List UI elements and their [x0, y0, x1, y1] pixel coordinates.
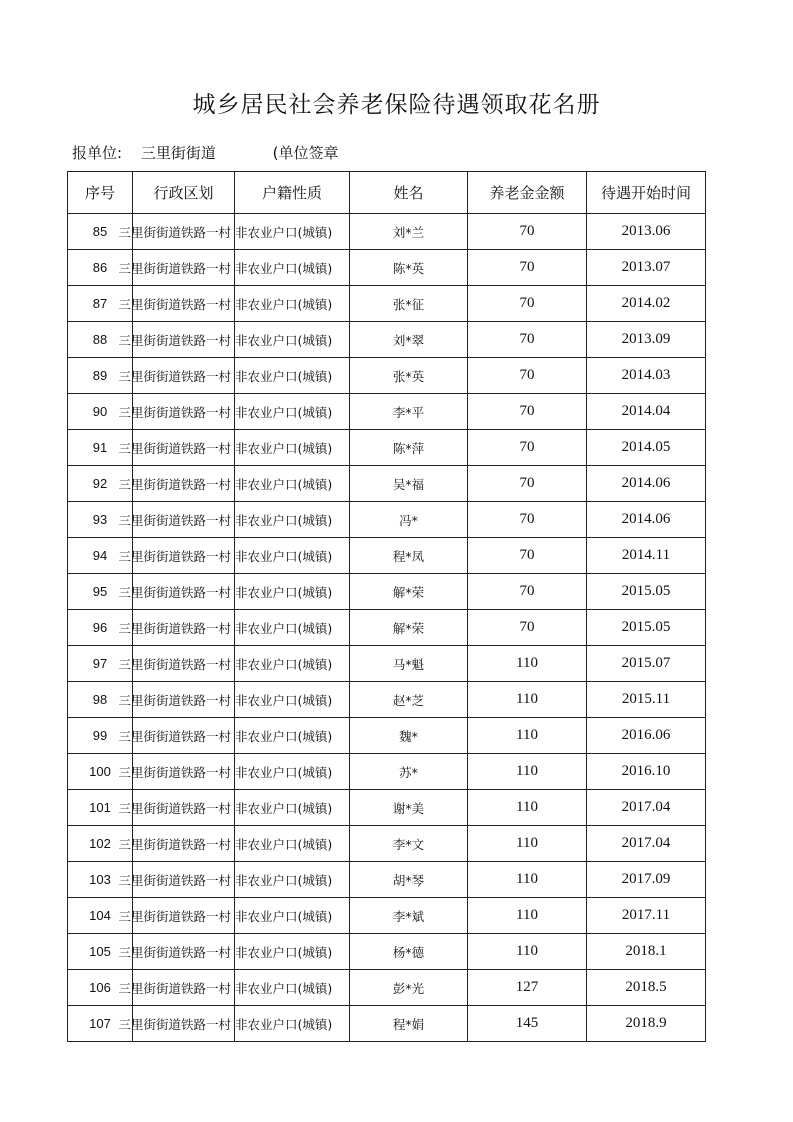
cell-admin-area: [118, 214, 235, 250]
cell-start-date-text: 2017.04: [621, 799, 671, 815]
cell-hukou-type-text: 非农业户口(城镇): [235, 836, 333, 852]
cell-admin-area-text: 三里街街道铁路一村: [118, 512, 231, 528]
cell-hukou-type: [235, 682, 350, 718]
cell-admin-area: [118, 394, 235, 430]
cell-start-date: [587, 574, 706, 610]
cell-pension-amount-text: 70: [519, 223, 535, 239]
cell-admin-area-text: 三里街街道铁路一村: [118, 368, 231, 384]
table-row: [68, 682, 706, 718]
cell-name-text: 解*荣: [392, 620, 425, 636]
cell-name-text: 陈*萍: [392, 440, 425, 456]
cell-hukou-type: [235, 610, 350, 646]
cell-hukou-type: [235, 358, 350, 394]
cell-pension-amount: [468, 538, 587, 574]
cell-hukou-type: [235, 466, 350, 502]
cell-pension-amount: [468, 1006, 587, 1042]
cell-pension-amount-text: 70: [519, 367, 535, 383]
cell-start-date: [587, 286, 706, 322]
cell-start-date-text: 2015.07: [621, 655, 671, 671]
cell-start-date: [587, 754, 706, 790]
cell-admin-area-text: 三里街街道铁路一村: [118, 440, 231, 456]
cell-start-date: [587, 538, 706, 574]
cell-pension-amount-text: 145: [515, 1015, 539, 1031]
cell-pension-amount-text: 110: [516, 655, 538, 671]
cell-name: [350, 934, 468, 970]
cell-start-date-text: 2018.5: [625, 979, 667, 995]
table-row: [68, 610, 706, 646]
cell-admin-area: [118, 502, 235, 538]
cell-pension-amount-text: 70: [519, 403, 535, 419]
cell-pension-amount: [468, 250, 587, 286]
cell-pension-amount: [468, 826, 587, 862]
cell-index-text: 89: [92, 368, 108, 383]
cell-pension-amount: [468, 430, 587, 466]
cell-hukou-type-text: 非农业户口(城镇): [235, 800, 333, 816]
cell-name-text: 彭*光: [392, 980, 425, 996]
cell-name: [350, 250, 468, 286]
cell-admin-area: [118, 718, 235, 754]
cell-name-text: 冯*: [399, 512, 418, 528]
table-header-row: [68, 172, 706, 214]
cell-name: [350, 286, 468, 322]
cell-pension-amount: [468, 646, 587, 682]
cell-admin-area-text: 三里街街道铁路一村: [118, 800, 231, 816]
cell-hukou-type-text: 非农业户口(城镇): [235, 908, 333, 924]
cell-name: [350, 430, 468, 466]
cell-start-date-text: 2014.06: [621, 511, 671, 527]
cell-admin-area: [118, 754, 235, 790]
cell-name: [350, 754, 468, 790]
header-start-date: 待遇开始时间: [587, 172, 706, 214]
cell-start-date-text: 2014.06: [621, 475, 671, 491]
cell-pension-amount-text: 110: [516, 763, 538, 779]
cell-hukou-type-text: 非农业户口(城镇): [235, 620, 333, 636]
cell-admin-area-text: 三里街街道铁路一村: [118, 908, 231, 924]
cell-pension-amount: [468, 286, 587, 322]
cell-pension-amount: [468, 502, 587, 538]
cell-admin-area: [118, 826, 235, 862]
cell-admin-area-text: 三里街街道铁路一村: [118, 260, 231, 276]
cell-name-text: 谢*美: [392, 800, 425, 816]
cell-name: [350, 322, 468, 358]
cell-index-text: 94: [92, 548, 108, 563]
cell-name-text: 李*文: [392, 836, 425, 852]
cell-hukou-type: [235, 502, 350, 538]
cell-start-date: [587, 646, 706, 682]
cell-pension-amount-text: 70: [519, 259, 535, 275]
cell-pension-amount: [468, 970, 587, 1006]
cell-pension-amount: [468, 862, 587, 898]
report-unit-value: 三里街街道: [140, 144, 216, 162]
cell-hukou-type: [235, 430, 350, 466]
cell-start-date-text: 2017.11: [621, 907, 671, 923]
cell-pension-amount: [468, 898, 587, 934]
cell-admin-area-text: 三里街街道铁路一村: [118, 872, 231, 888]
cell-pension-amount: [468, 322, 587, 358]
cell-hukou-type-text: 非农业户口(城镇): [235, 872, 333, 888]
table-row: [68, 754, 706, 790]
cell-name: [350, 718, 468, 754]
cell-start-date: [587, 862, 706, 898]
cell-hukou-type-text: 非农业户口(城镇): [235, 332, 333, 348]
cell-hukou-type: [235, 1006, 350, 1042]
cell-admin-area-text: 三里街街道铁路一村: [118, 476, 231, 492]
cell-admin-area-text: 三里街街道铁路一村: [118, 404, 231, 420]
cell-hukou-type-text: 非农业户口(城镇): [235, 512, 333, 528]
cell-name-text: 陈*英: [392, 260, 425, 276]
cell-admin-area: [118, 286, 235, 322]
cell-pension-amount: [468, 790, 587, 826]
cell-pension-amount-text: 110: [516, 907, 538, 923]
cell-pension-amount: [468, 610, 587, 646]
cell-pension-amount-text: 127: [515, 979, 539, 995]
cell-admin-area: [118, 610, 235, 646]
cell-hukou-type: [235, 250, 350, 286]
cell-start-date-text: 2013.07: [621, 259, 671, 275]
cell-pension-amount-text: 110: [516, 871, 538, 887]
cell-hukou-type-text: 非农业户口(城镇): [235, 692, 333, 708]
cell-hukou-type: [235, 214, 350, 250]
cell-pension-amount-text: 110: [516, 691, 538, 707]
cell-name: [350, 862, 468, 898]
header-hukou-type: 户籍性质: [235, 172, 350, 214]
table-row: [68, 538, 706, 574]
cell-name: [350, 646, 468, 682]
cell-admin-area-text: 三里街街道铁路一村: [118, 548, 231, 564]
cell-pension-amount: [468, 754, 587, 790]
cell-hukou-type-text: 非农业户口(城镇): [235, 656, 333, 672]
table-row: [68, 718, 706, 754]
cell-admin-area-text: 三里街街道铁路一村: [118, 620, 231, 636]
cell-hukou-type: [235, 970, 350, 1006]
cell-start-date: [587, 250, 706, 286]
cell-name-text: 李*平: [392, 404, 425, 420]
cell-start-date-text: 2015.05: [621, 583, 671, 599]
table-row: [68, 502, 706, 538]
cell-admin-area: [118, 322, 235, 358]
table-row: [68, 322, 706, 358]
cell-index-text: 99: [92, 728, 108, 743]
cell-name-text: 杨*德: [392, 944, 425, 960]
cell-admin-area-text: 三里街街道铁路一村: [118, 332, 231, 348]
cell-admin-area-text: 三里街街道铁路一村: [118, 728, 231, 744]
cell-admin-area: [118, 1006, 235, 1042]
cell-index-text: 102: [89, 836, 111, 851]
pension-roster-table: [67, 171, 706, 1042]
cell-index-text: 98: [92, 692, 108, 707]
cell-admin-area-text: 三里街街道铁路一村: [118, 656, 231, 672]
cell-name: [350, 790, 468, 826]
report-unit-label: 报单位:: [72, 144, 123, 162]
cell-admin-area: [118, 934, 235, 970]
cell-hukou-type-text: 非农业户口(城镇): [235, 224, 333, 240]
cell-name-text: 张*征: [392, 296, 425, 312]
cell-start-date-text: 2014.03: [621, 367, 671, 383]
cell-pension-amount: [468, 358, 587, 394]
cell-start-date: [587, 502, 706, 538]
cell-name: [350, 826, 468, 862]
cell-name: [350, 682, 468, 718]
cell-name: [350, 466, 468, 502]
cell-name: [350, 610, 468, 646]
cell-index-text: 85: [92, 224, 108, 239]
cell-start-date-text: 2013.06: [621, 223, 671, 239]
cell-start-date: [587, 1006, 706, 1042]
cell-start-date-text: 2016.10: [621, 763, 671, 779]
cell-admin-area-text: 三里街街道铁路一村: [118, 836, 231, 852]
cell-start-date: [587, 394, 706, 430]
header-name: 姓名: [350, 172, 468, 214]
cell-start-date: [587, 214, 706, 250]
cell-start-date: [587, 430, 706, 466]
cell-index-text: 90: [92, 404, 108, 419]
cell-name-text: 李*斌: [392, 908, 425, 924]
table-row: [68, 862, 706, 898]
cell-hukou-type: [235, 934, 350, 970]
cell-start-date-text: 2018.1: [625, 943, 667, 959]
cell-hukou-type: [235, 286, 350, 322]
cell-name-text: 张*英: [392, 368, 425, 384]
cell-admin-area: [118, 358, 235, 394]
table-row: [68, 646, 706, 682]
cell-index-text: 105: [89, 944, 111, 959]
cell-start-date: [587, 790, 706, 826]
cell-admin-area-text: 三里街街道铁路一村: [118, 980, 231, 996]
cell-start-date-text: 2014.05: [621, 439, 671, 455]
cell-hukou-type-text: 非农业户口(城镇): [235, 368, 333, 384]
cell-name: [350, 214, 468, 250]
cell-start-date-text: 2014.11: [621, 547, 671, 563]
cell-hukou-type-text: 非农业户口(城镇): [235, 404, 333, 420]
cell-hukou-type: [235, 718, 350, 754]
cell-name: [350, 502, 468, 538]
cell-pension-amount-text: 70: [519, 331, 535, 347]
cell-hukou-type-text: 非农业户口(城镇): [235, 584, 333, 600]
cell-name-text: 苏*: [399, 764, 418, 780]
cell-admin-area: [118, 862, 235, 898]
cell-name-text: 程*凤: [392, 548, 425, 564]
table-row: [68, 898, 706, 934]
cell-admin-area: [118, 682, 235, 718]
cell-pension-amount: [468, 934, 587, 970]
cell-hukou-type-text: 非农业户口(城镇): [235, 440, 333, 456]
cell-admin-area-text: 三里街街道铁路一村: [118, 584, 231, 600]
table-row: [68, 466, 706, 502]
table-row: [68, 574, 706, 610]
cell-start-date-text: 2014.02: [621, 295, 671, 311]
cell-name: [350, 1006, 468, 1042]
cell-start-date: [587, 358, 706, 394]
cell-start-date-text: 2016.06: [621, 727, 671, 743]
cell-pension-amount-text: 70: [519, 439, 535, 455]
cell-pension-amount: [468, 466, 587, 502]
cell-admin-area: [118, 538, 235, 574]
cell-admin-area-text: 三里街街道铁路一村: [118, 224, 231, 240]
cell-hukou-type-text: 非农业户口(城镇): [235, 728, 333, 744]
page-title: 城乡居民社会养老保险待遇领取花名册: [192, 92, 601, 118]
cell-pension-amount-text: 70: [519, 295, 535, 311]
cell-hukou-type: [235, 790, 350, 826]
cell-name-text: 解*荣: [392, 584, 425, 600]
cell-pension-amount-text: 110: [516, 727, 538, 743]
cell-index-text: 101: [89, 800, 111, 815]
cell-start-date: [587, 610, 706, 646]
cell-hukou-type-text: 非农业户口(城镇): [235, 476, 333, 492]
cell-hukou-type-text: 非农业户口(城镇): [235, 296, 333, 312]
cell-start-date: [587, 322, 706, 358]
table-row: [68, 286, 706, 322]
cell-hukou-type: [235, 754, 350, 790]
cell-start-date: [587, 970, 706, 1006]
cell-name-text: 魏*: [399, 728, 418, 744]
table-row: [68, 250, 706, 286]
cell-name-text: 刘*兰: [392, 224, 425, 240]
cell-pension-amount-text: 110: [516, 799, 538, 815]
cell-admin-area-text: 三里街街道铁路一村: [118, 944, 231, 960]
cell-hukou-type: [235, 322, 350, 358]
cell-pension-amount-text: 70: [519, 475, 535, 491]
header-admin-area: 行政区划: [133, 172, 235, 214]
cell-pension-amount-text: 110: [516, 835, 538, 851]
cell-start-date-text: 2015.05: [621, 619, 671, 635]
cell-admin-area-text: 三里街街道铁路一村: [118, 764, 231, 780]
cell-hukou-type-text: 非农业户口(城镇): [235, 260, 333, 276]
cell-start-date-text: 2017.04: [621, 835, 671, 851]
cell-name-text: 吴*福: [392, 476, 425, 492]
cell-pension-amount-text: 70: [519, 583, 535, 599]
cell-index-text: 87: [92, 296, 108, 311]
cell-admin-area: [118, 430, 235, 466]
cell-pension-amount-text: 110: [516, 943, 538, 959]
cell-pension-amount: [468, 574, 587, 610]
cell-start-date: [587, 682, 706, 718]
cell-pension-amount-text: 70: [519, 547, 535, 563]
cell-name-text: 胡*琴: [392, 872, 425, 888]
table-row: [68, 934, 706, 970]
cell-name: [350, 358, 468, 394]
table-row: [68, 214, 706, 250]
cell-hukou-type-text: 非农业户口(城镇): [235, 764, 333, 780]
cell-index-text: 97: [92, 656, 108, 671]
cell-start-date-text: 2017.09: [621, 871, 671, 887]
cell-admin-area: [118, 574, 235, 610]
cell-name-text: 马*魁: [392, 656, 425, 672]
cell-index-text: 103: [89, 872, 111, 887]
cell-index-text: 96: [92, 620, 108, 635]
cell-name: [350, 538, 468, 574]
cell-name: [350, 574, 468, 610]
cell-start-date: [587, 718, 706, 754]
cell-hukou-type: [235, 394, 350, 430]
cell-index-text: 104: [89, 908, 111, 923]
cell-hukou-type: [235, 646, 350, 682]
cell-hukou-type: [235, 538, 350, 574]
header-index: 序号: [68, 172, 133, 214]
table-row: [68, 358, 706, 394]
cell-hukou-type-text: 非农业户口(城镇): [235, 548, 333, 564]
table-row: [68, 826, 706, 862]
header-pension-amount: 养老金金额: [468, 172, 587, 214]
cell-pension-amount: [468, 214, 587, 250]
cell-start-date-text: 2013.09: [621, 331, 671, 347]
cell-start-date: [587, 466, 706, 502]
table-row: [68, 970, 706, 1006]
cell-name-text: 刘*翠: [392, 332, 425, 348]
cell-hukou-type-text: 非农业户口(城镇): [235, 980, 333, 996]
cell-admin-area-text: 三里街街道铁路一村: [118, 1016, 231, 1032]
cell-index-text: 92: [92, 476, 108, 491]
cell-index-text: 93: [92, 512, 108, 527]
cell-index-text: 88: [92, 332, 108, 347]
cell-hukou-type: [235, 826, 350, 862]
cell-admin-area: [118, 250, 235, 286]
cell-index-text: 91: [92, 440, 108, 455]
table-row: [68, 394, 706, 430]
cell-name: [350, 394, 468, 430]
cell-hukou-type-text: 非农业户口(城镇): [235, 1016, 333, 1032]
cell-pension-amount: [468, 718, 587, 754]
cell-admin-area: [118, 646, 235, 682]
cell-index-text: 95: [92, 584, 108, 599]
cell-hukou-type: [235, 862, 350, 898]
report-unit-line: [72, 142, 339, 163]
cell-name: [350, 970, 468, 1006]
cell-hukou-type: [235, 898, 350, 934]
table-row: [68, 1006, 706, 1042]
cell-index-text: 106: [89, 980, 111, 995]
cell-pension-amount: [468, 394, 587, 430]
cell-hukou-type-text: 非农业户口(城镇): [235, 944, 333, 960]
cell-admin-area: [118, 790, 235, 826]
cell-pension-amount: [468, 682, 587, 718]
cell-pension-amount-text: 70: [519, 619, 535, 635]
cell-start-date: [587, 898, 706, 934]
cell-start-date: [587, 934, 706, 970]
cell-start-date: [587, 826, 706, 862]
cell-index-text: 100: [89, 764, 111, 779]
signature-note: (单位签章: [272, 144, 339, 162]
cell-admin-area: [118, 466, 235, 502]
cell-name-text: 程*娟: [392, 1016, 425, 1032]
table-row: [68, 790, 706, 826]
cell-name-text: 赵*芝: [392, 692, 425, 708]
table-row: [68, 430, 706, 466]
cell-name: [350, 898, 468, 934]
cell-admin-area: [118, 970, 235, 1006]
cell-index-text: 107: [89, 1016, 111, 1031]
cell-admin-area-text: 三里街街道铁路一村: [118, 296, 231, 312]
cell-admin-area: [118, 898, 235, 934]
cell-hukou-type: [235, 574, 350, 610]
cell-admin-area-text: 三里街街道铁路一村: [118, 692, 231, 708]
cell-index-text: 86: [92, 260, 108, 275]
cell-start-date-text: 2018.9: [625, 1015, 667, 1031]
cell-start-date-text: 2015.11: [621, 691, 671, 707]
cell-pension-amount-text: 70: [519, 511, 535, 527]
cell-start-date-text: 2014.04: [621, 403, 671, 419]
